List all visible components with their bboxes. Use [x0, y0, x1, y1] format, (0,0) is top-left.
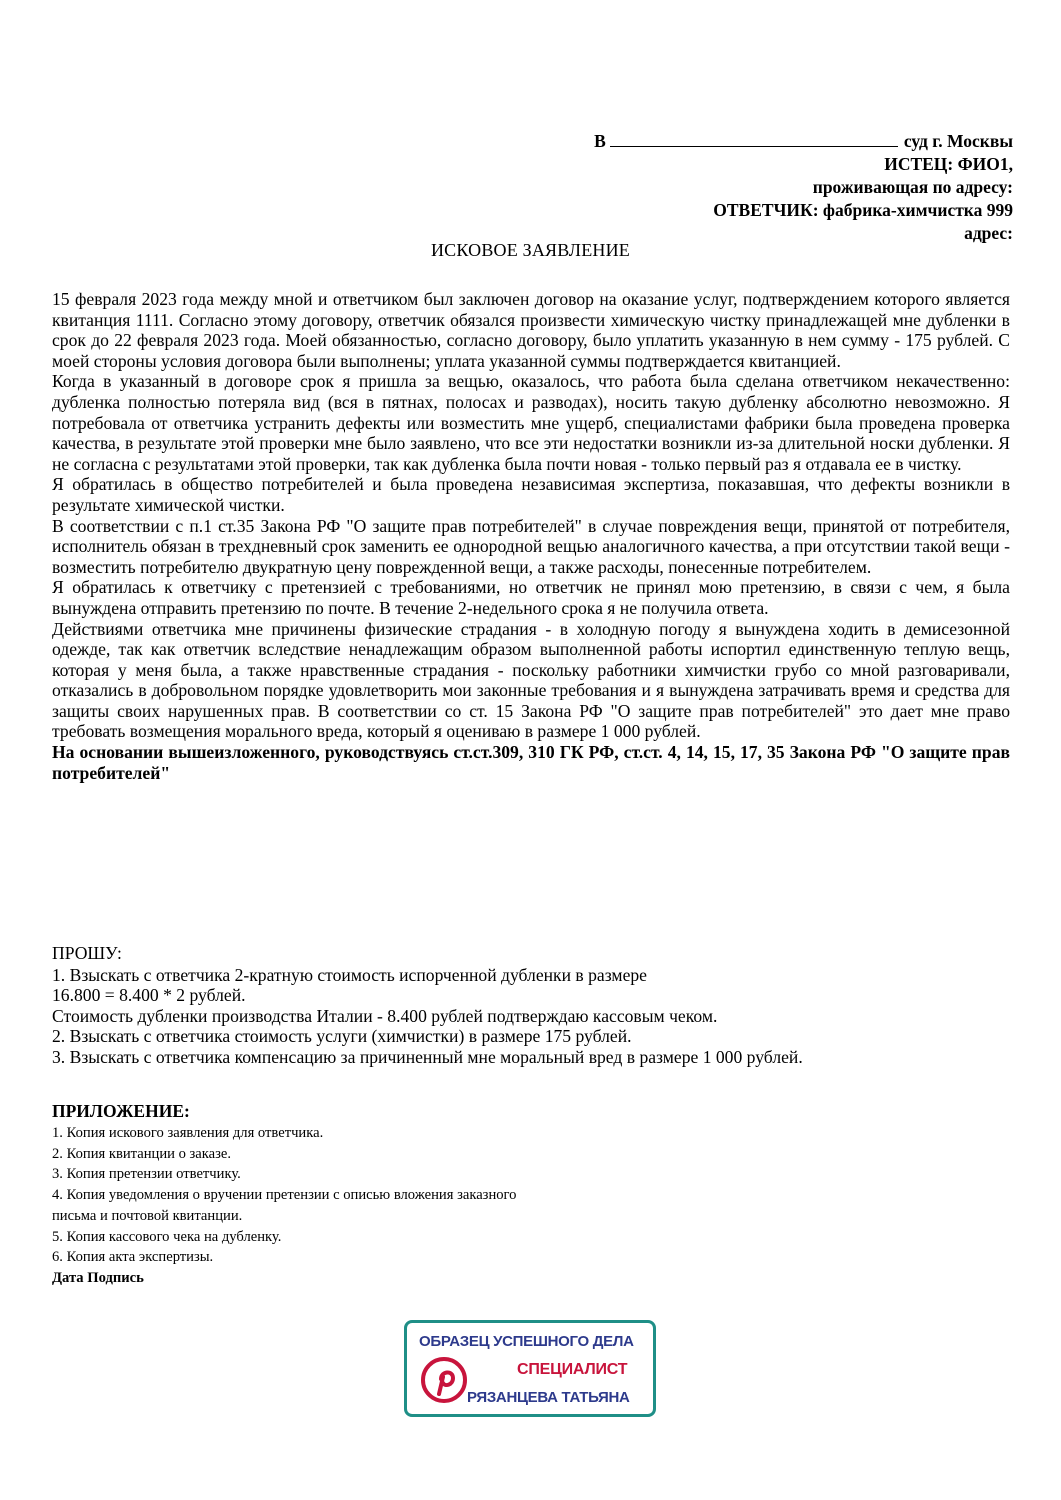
court-name-blank — [610, 132, 898, 147]
body-paragraph: Действиями ответчика мне причинены физические страдания - в холодную погоду я вынуждена ходить в демисезонной одежде, так как ответчик вследствие ненадлежащим образом выполненной работы испортил единственную теплую вещь, которая у меня была, а также нравственные страдания - поскольку работники химчистки грубо со мной разговаривали, отказались в добровольном порядке удовлетворить мои законные требования и я вынуждена затрачивать время и средства для защиты своих нарушенных прав. В соответствии со ст. 15 Закона РФ "О защите прав потребителей" это дает мне право требовать возмещения морального вреда, который я оцениваю в размере 1 000 рублей. — [52, 618, 1010, 742]
body-paragraph: Когда в указанный в договоре срок я пришла за вещью, оказалось, что работа была сделана ответчиком некачественно: дубленка полностью потеряла вид (вся в пятнах, полосах и разводах), носить такую дубленку абсолютно невозможно. Я потребовала от ответчика устранить дефекты или возместить мне ущерб, специалистами фабрики была проведена проверка качества, в результате этой проверки мне было заявлено, что все эти недостатки возникли из-за длительной носки дубленки. Я не согласна с результатами этой проверки, так как дубленка была почти новая - только первый раз я отдавала ее в чистку. — [52, 371, 1010, 474]
plaintiff-address: проживающая по адресу: — [812, 177, 1013, 197]
sample-stamp — [404, 1320, 656, 1417]
court-prefix: В — [594, 131, 606, 151]
attachments-heading: ПРИЛОЖЕНИЕ: — [52, 1101, 190, 1121]
stamp-line-1: ОБРАЗЕЦ УСПЕШНОГО ДЕЛА — [419, 1333, 634, 1350]
defendant-address: адрес: — [964, 223, 1013, 243]
document-title: ИСКОВОЕ ЗАЯВЛЕНИЕ — [430, 240, 630, 260]
attachment-item: 2. Копия квитанции о заказе. — [52, 1145, 232, 1162]
request-item: 1. Взыскать с ответчика 2-кратную стоимость испорченной дубленки в размере — [52, 964, 647, 985]
body-paragraph: В соответствии с п.1 ст.35 Закона РФ "О защите прав потребителей" в случае повреждения вещи, принятой от потребителя, исполнитель обязан в трехдневный срок заменить ее однородной вещью аналогичного качества, а при отсутствии такой вещи - возместить потребителю двукратную цену поврежденной вещи, а также расходы, понесенные потребителем. — [52, 515, 1010, 577]
court-line — [493, 130, 1013, 153]
stamp-line-3: РЯЗАНЦЕВА ТАТЬЯНА — [467, 1389, 630, 1406]
attachment-item: 6. Копия акта экспертизы. — [52, 1249, 214, 1266]
document-header — [493, 130, 1013, 245]
pinterest-icon — [421, 1357, 467, 1403]
request-heading: ПРОШУ: — [52, 943, 122, 963]
court-suffix: суд г. Москвы — [903, 131, 1013, 151]
request-item: 16.800 = 8.400 * 2 рублей. — [52, 985, 246, 1006]
attachment-item: письма и почтовой квитанции. — [52, 1207, 243, 1224]
defendant-line: ОТВЕТЧИК: фабрика-химчистка 999 — [713, 200, 1013, 220]
stamp-line-2: СПЕЦИАЛИСТ — [517, 1361, 628, 1378]
attachment-item: 4. Копия уведомления о вручении претензии с описью вложения заказного — [52, 1187, 517, 1204]
claim-body — [52, 289, 1010, 783]
request-item: 3. Взыскать с ответчика компенсацию за причиненный мне моральный вред в размере 1 000 рублей. — [52, 1046, 803, 1067]
body-paragraph: 15 февраля 2023 года между мной и ответчиком был заключен договор на оказание услуг, подтверждением которого является квитанция 1111. Согласно этому договору, ответчик обязался произвести химическую чистку принадлежащей мне дубленки в срок до 22 февраля 2023 года. Моей обязанностью, согласно договору, было уплатить указанную в нем сумму - 175 рублей. С моей стороны условия договора были выполнены; уплата указанной суммы подтверждается квитанцией. — [52, 289, 1010, 371]
request-item: Стоимость дубленки производства Италии - 8.400 рублей подтверждаю кассовым чеком. — [52, 1005, 718, 1026]
plaintiff-line: ИСТЕЦ: ФИО1, — [884, 154, 1013, 174]
date-signature: Дата Подпись — [52, 1269, 144, 1286]
request-item: 2. Взыскать с ответчика стоимость услуги (химчистки) в размере 175 рублей. — [52, 1026, 632, 1047]
body-paragraph: Я обратилась к ответчику с претензией с требованиями, но ответчик не принял мою претензию, в связи с чем, я была вынуждена отправить претензию по почте. В течение 2-недельного срока я не получила ответа. — [52, 577, 1010, 618]
attachment-item: 5. Копия кассового чека на дубленку. — [52, 1228, 282, 1245]
attachment-item: 1. Копия искового заявления для ответчика. — [52, 1125, 324, 1141]
legal-basis-paragraph: На основании вышеизложенного, руководствуясь ст.ст.309, 310 ГК РФ, ст.ст. 4, 14, 15, 17, 35 Закона РФ "О защите прав потребителей" — [52, 742, 1010, 783]
body-paragraph: Я обратилась в общество потребителей и была проведена независимая экспертиза, показавшая, что дефекты возникли в результате химической чистки. — [52, 474, 1010, 515]
request-section — [52, 943, 1010, 1068]
attachments-section — [52, 1101, 752, 1289]
attachment-item: 3. Копия претензии ответчику. — [52, 1166, 241, 1183]
